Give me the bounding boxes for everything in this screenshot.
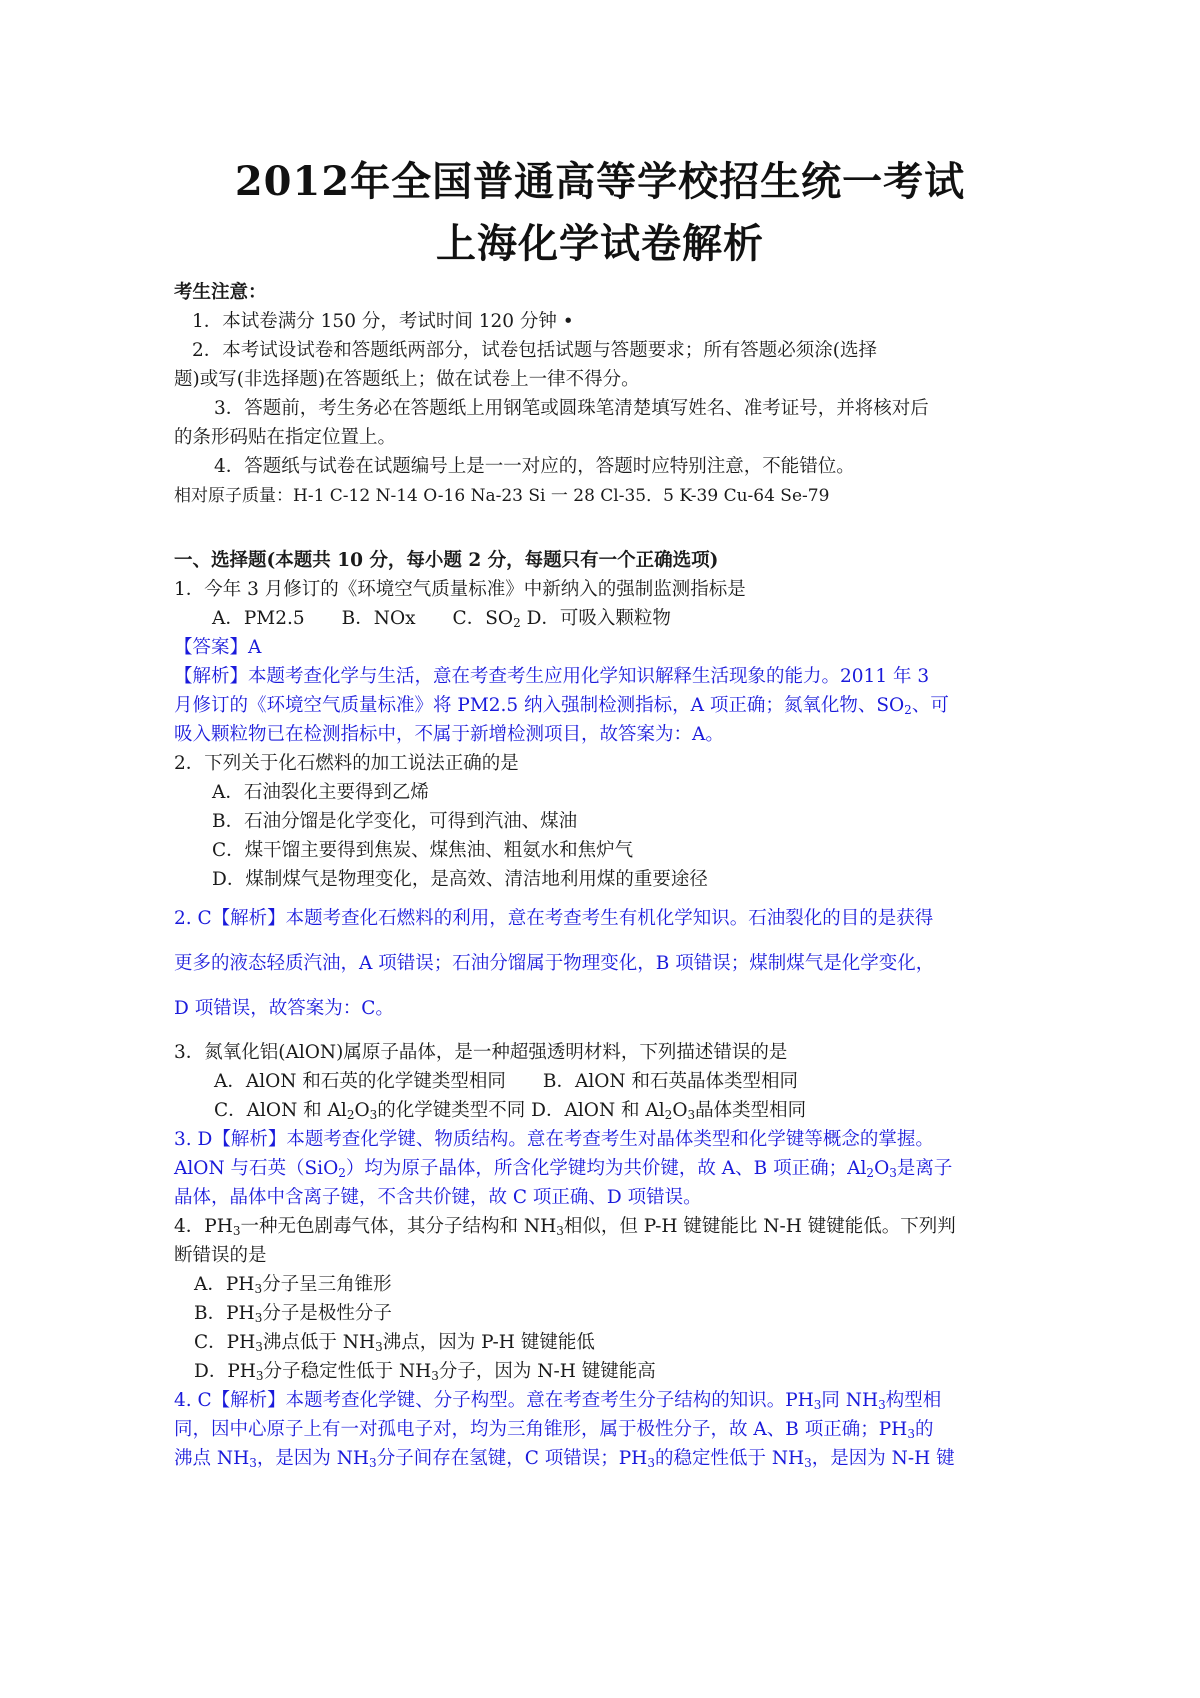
q2-explanation-line-1: 2. C【解析】本题考查化石燃料的利用，意在考查考生有机化学知识。石油裂化的目的是获得 [174,908,934,929]
q3-options-cd: C．AlON 和 $Al_2O_3$的化学键类型不同 D．AlON 和 $Al_2O_3$晶体类型相同 [214,1100,807,1122]
q1-answer: 【答案】A [174,637,262,658]
q4-stem-line-1: 4．$PH_3$一种无色剧毒气体，其分子结构和 $NH_3$相似，但 P-H 键键能比 N-H 键键能低。下列判 [174,1216,956,1238]
q1-options: A．PM2.5 B．NOx C．$SO_2$ D．可吸入颗粒物 [212,608,671,630]
notice-item-4: 4．答题纸与试卷在试题编号上是一一对应的，答题时应特别注意，不能错位。 [214,456,855,477]
q4-option-a: A．$PH_3$分子呈三角锥形 [194,1274,392,1296]
q3-stem: 3．氮氧化铝(AlON)属原子晶体，是一种超强透明材料，下列描述错误的是 [174,1042,788,1063]
q2-option-b: B．石油分馏是化学变化，可得到汽油、煤油 [212,811,578,832]
q2-option-a: A．石油裂化主要得到乙烯 [212,782,429,803]
q4-explanation-line-2: 同，因中心原子上有一对孤电子对，均为三角锥形，属于极性分子，故 A、B 项正确；$PH_3$的 [174,1419,934,1441]
q1-stem: 1．今年 3 月修订的《环境空气质量标准》中新纳入的强制监测指标是 [174,579,746,600]
title-line-2: 上海化学试卷解析 [436,220,764,267]
section-1-heading: 一、选择题(本题共 10 分，每小题 2 分，每题只有一个正确选项) [174,550,719,571]
q2-explanation-line-2: 更多的液态轻质汽油，A 项错误；石油分馏属于物理变化，B 项错误；煤制煤气是化学变化， [174,953,935,974]
q1-explanation-line-1: 【解析】本题考查化学与生活，意在考查考生应用化学知识解释生活现象的能力。2011 年 3 [174,666,930,687]
atomic-mass-line: 相对原子质量：H-1 C-12 N-14 O-16 Na-23 Si 一 28 Cl-35．5 K-39 Cu-64 Se-79 [174,486,830,506]
notice-item-1: 1．本试卷满分 150 分，考试时间 120 分钟 • [192,311,574,332]
notice-item-3-line-1: 3．答题前，考生务必在答题纸上用钢笔或圆珠笔清楚填写姓名、准考证号，并将核对后 [214,398,929,419]
q4-option-d: D．$PH_3$分子稳定性低于 $NH_3$分子，因为 N-H 键键能高 [194,1361,656,1383]
q3-options-ab: A．AlON 和石英的化学键类型相同 B．AlON 和石英晶体类型相同 [214,1071,798,1092]
q4-stem-line-2: 断错误的是 [174,1245,267,1266]
notice-item-2-line-1: 2．本考试设试卷和答题纸两部分，试卷包括试题与答题要求；所有答题必须涂(选择 [192,340,877,361]
q4-option-c: C．$PH_3$沸点低于 $NH_3$沸点，因为 P-H 键键能低 [194,1332,595,1354]
q2-explanation-line-3: D 项错误，故答案为：C。 [174,998,394,1019]
q3-explanation-line-1: 3. D【解析】本题考查化学键、物质结构。意在考查考生对晶体类型和化学键等概念的掌握。 [174,1129,934,1150]
q1-explanation-line-2: 月修订的《环境空气质量标准》将 PM2.5 纳入强制检测指标，A 项正确；氮氧化物、$SO_2$、可 [174,695,949,717]
q4-explanation-line-1: 4. C【解析】本题考查化学键、分子构型。意在考查考生分子结构的知识。$PH_3$同 $NH_3$构型相 [174,1390,942,1412]
notice-heading: 考生注意： [174,282,267,303]
q2-option-d: D．煤制煤气是物理变化，是高效、清洁地利用煤的重要途径 [212,869,708,890]
q2-option-c: C．煤干馏主要得到焦炭、煤焦油、粗氨水和焦炉气 [212,840,634,861]
q1-explanation-line-3: 吸入颗粒物已在检测指标中，不属于新增检测项目，故答案为：A。 [174,724,724,745]
notice-item-3-line-2: 的条形码贴在指定位置上。 [174,427,397,448]
q4-explanation-line-3: 沸点 $NH_3$，是因为 $NH_3$分子间存在氢键，C 项错误；$PH_3$的稳定性低于 $NH_3$，是因为 N-H 键 [174,1448,955,1470]
title-line-1: 2012年全国普通高等学校招生统一考试 [234,158,966,205]
q3-explanation-line-3: 晶体，晶体中含离子键，不含共价键，故 C 项正确、D 项错误。 [174,1187,702,1208]
q2-stem: 2．下列关于化石燃料的加工说法正确的是 [174,753,519,774]
q4-option-b: B．$PH_3$分子是极性分子 [194,1303,392,1325]
q3-explanation-line-2: AlON 与石英（SiO$_2$）均为原子晶体，所含化学键均为共价键，故 A、B 项正确；$Al_2O_3$是离子 [174,1158,953,1180]
notice-item-2-line-2: 题)或写(非选择题)在答题纸上；做在试卷上一律不得分。 [174,369,640,390]
